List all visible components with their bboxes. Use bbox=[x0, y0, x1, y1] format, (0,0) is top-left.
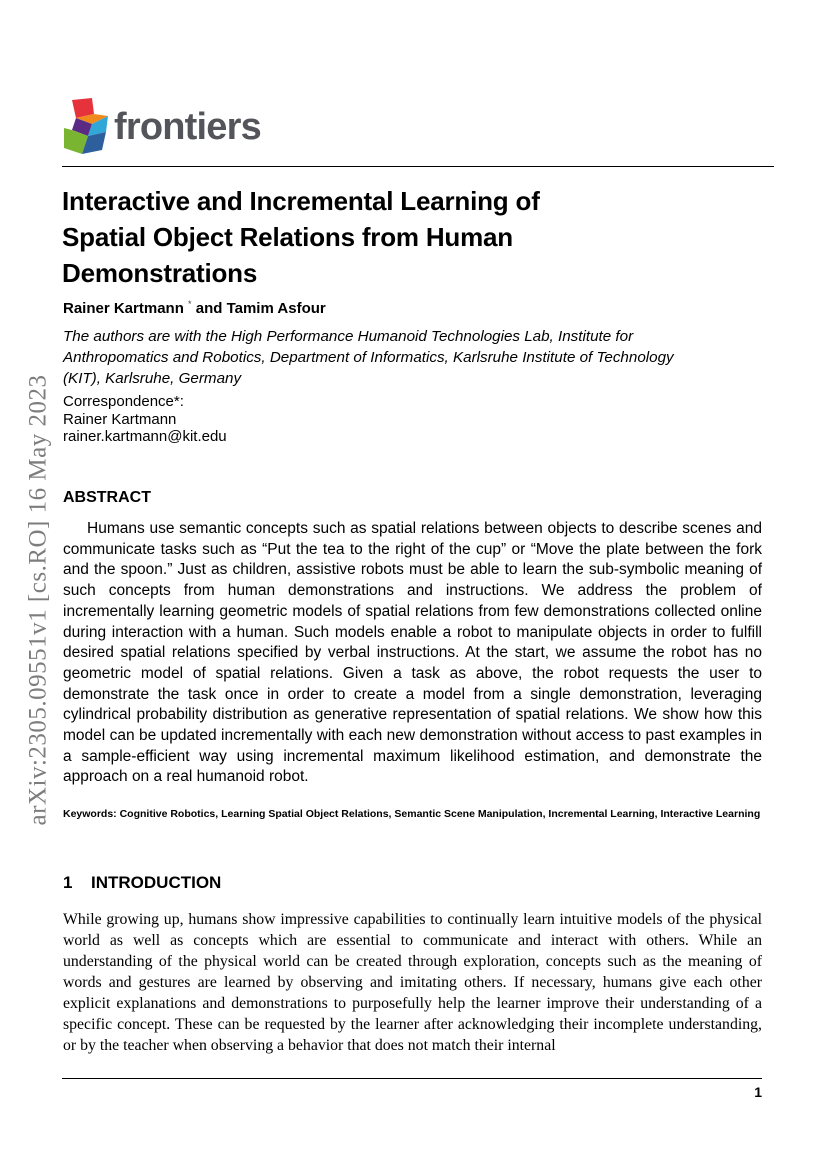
correspondence-email[interactable]: rainer.kartmann@kit.edu bbox=[63, 428, 227, 445]
frontiers-logo-icon bbox=[62, 98, 110, 156]
author-rest: and Tamim Asfour bbox=[195, 300, 326, 317]
affiliation: The authors are with the High Performance Humanoid Technologies Lab, Institute for Anthropomatics and Robotics, Department of Informatics, Karlsruhe Institute of Technology (KIT), Karlsruhe, Germany bbox=[63, 328, 674, 387]
header-rule bbox=[62, 166, 774, 167]
abstract-text: Humans use semantic concepts such as spatial relations between objects to describe scenes and communicate tasks such as “Put the tea to the right of the cup” or “Move the plate between the fork and the spoon.” Just as children, assistive robots must be able to learn the sub-symbolic meaning of such concepts from human demonstrations and instructions. We address the problem of incrementally learning geometric models of spatial relations from few demonstrations collected online during interaction with a human. Such models enable a robot to manipulate objects in order to fulfill desired spatial relations specified by verbal instructions. At the start, we assume the robot has no geometric model of spatial relations. Given a task as above, the robot requests the user to demonstrate the task once in order to create a model from a single demonstration, leveraging cylindrical probability distribution as generative representation of spatial relations. We show how this model can be updated incrementally with each new demonstration without access to past examples in a sample-efficient way using incremental maximum likelihood estimation, and demonstrate the approach on a real humanoid robot. bbox=[63, 520, 762, 786]
footer-rule bbox=[62, 1078, 762, 1079]
page-number: 1 bbox=[754, 1084, 762, 1100]
abstract-heading: ABSTRACT bbox=[63, 489, 151, 506]
author-first: Rainer Kartmann bbox=[63, 300, 184, 317]
arxiv-id: arXiv:2305.09551v1 [cs.RO] 16 May 2023 bbox=[24, 374, 51, 826]
introduction-text: While growing up, humans show impressive capabilities to continually learn intuitive models of the physical world as well as concepts which are essential to communicate and interact with others. While an understanding of the physical world can be created through exploration, concepts such as the meaning of words and gestures are learned by observing and imitating others. If necessary, humans give each other explicit explanations and demonstrations to purposefully help the learner improve their understanding of a specific concept. These can be requested by the learner after acknowledging their incomplete understanding, or by the teacher when observing a behavior that does not match their internal bbox=[63, 911, 762, 1054]
correspondence-name: Rainer Kartmann bbox=[63, 410, 177, 428]
correspondence-mark: * bbox=[188, 299, 192, 309]
arxiv-stamp bbox=[20, 352, 56, 848]
section-heading bbox=[63, 873, 221, 893]
keywords: Keywords: Cognitive Robotics, Learning Spatial Object Relations, Semantic Scene Manipulation, Incremental Learning, Interactive Learning bbox=[63, 808, 761, 820]
author-list bbox=[63, 299, 326, 317]
correspondence-label: Correspondence*: bbox=[63, 393, 184, 410]
logo-wordmark: frontiers bbox=[114, 106, 261, 148]
section-number: 1 bbox=[63, 873, 73, 892]
section-title: INTRODUCTION bbox=[91, 873, 222, 892]
paper-title: Interactive and Incremental Learning of Spatial Object Relations from Human Demonstrations bbox=[62, 186, 540, 288]
journal-logo bbox=[62, 98, 261, 156]
correspondence-block bbox=[63, 393, 227, 446]
